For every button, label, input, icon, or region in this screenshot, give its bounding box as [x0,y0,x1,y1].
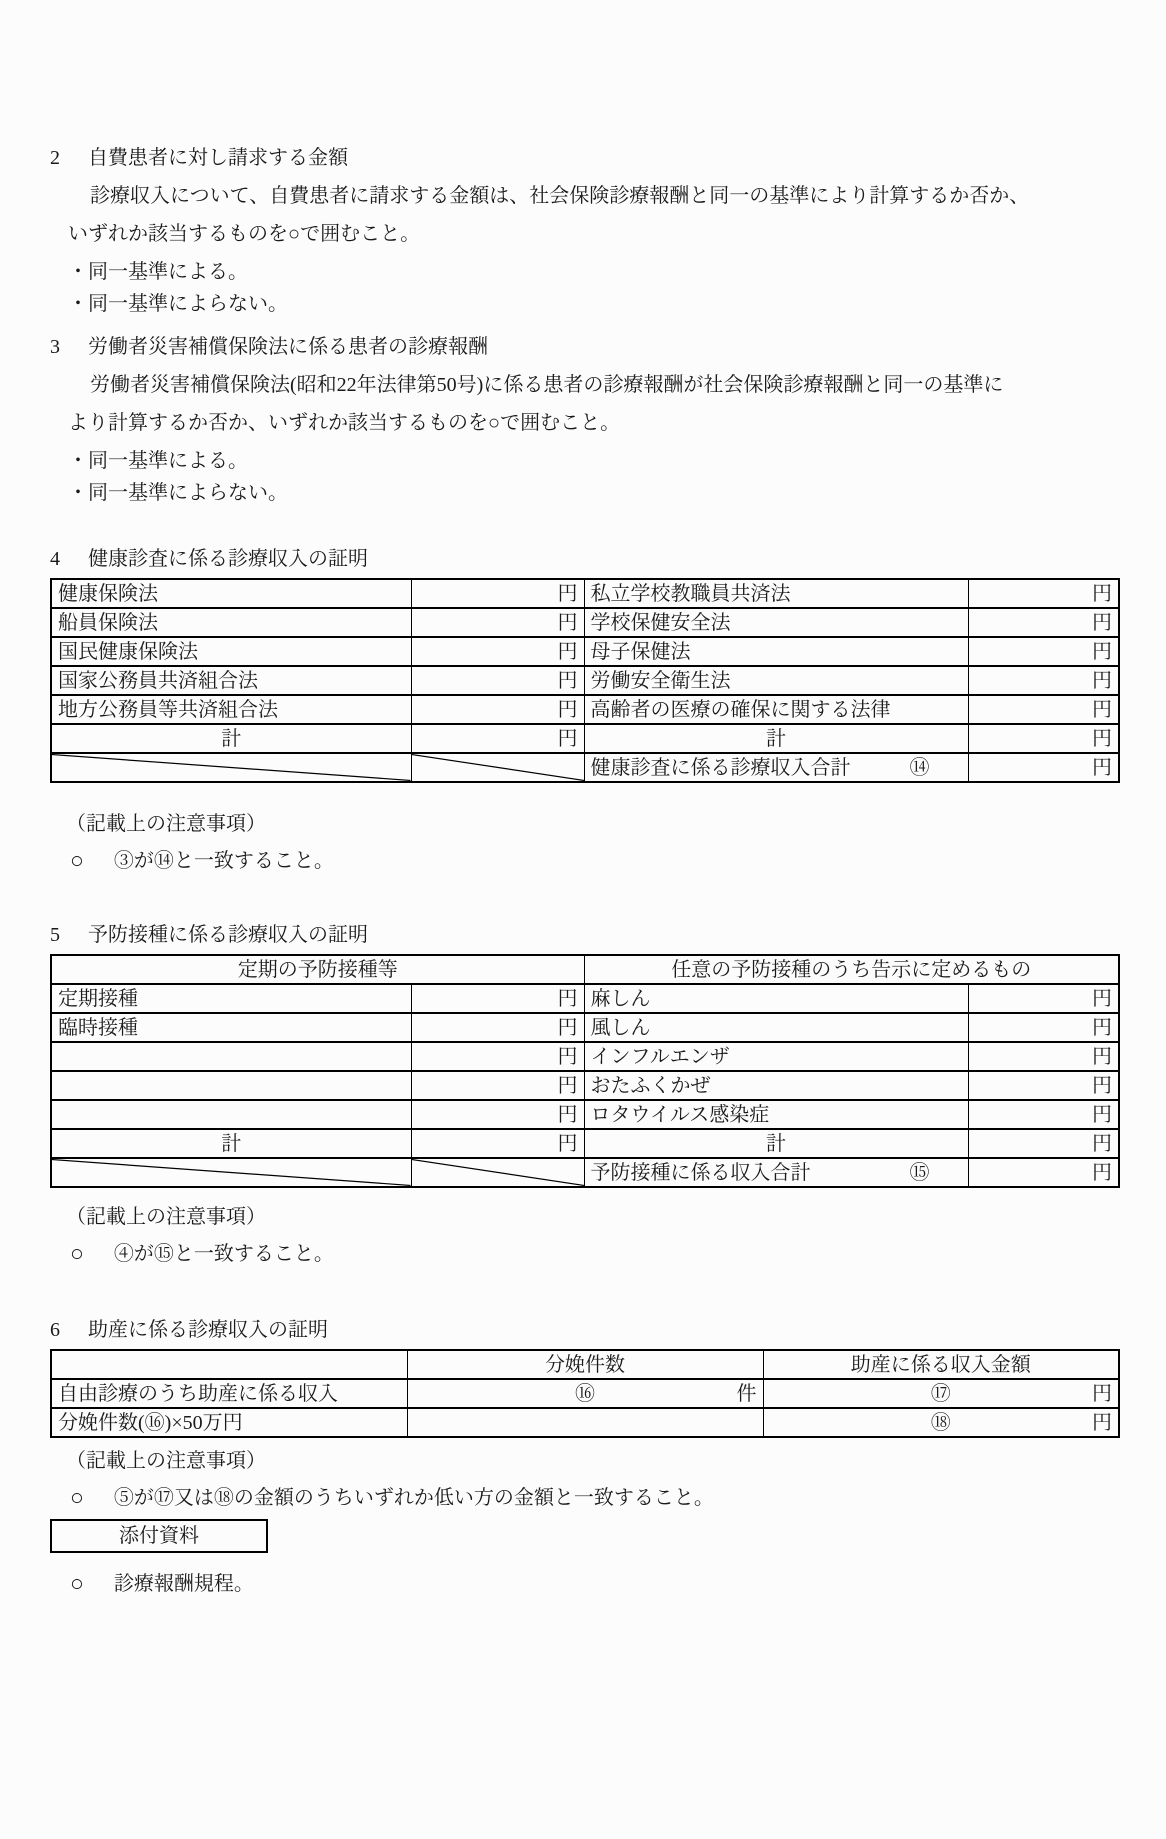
section-health-checkup-income [50,546,1121,874]
amount-input-cell: 円 [968,724,1119,753]
column-header-routine: 定期の予防接種等 [51,955,584,984]
amount-input-cell: 円 [968,1129,1119,1158]
note-heading: （記載上の注意事項） [66,1450,266,1472]
circled-18-mark: ⑱ [930,1411,951,1434]
amount-input-cell: 円 [968,1071,1119,1100]
delivery-count-cell [407,1379,763,1408]
table-row [51,1042,1119,1071]
health-checkup-income-table [50,578,1120,783]
amount-input-cell: 円 [411,608,584,637]
section-5-number: 5 [50,924,60,946]
law-name-cell: 国家公務員共済組合法 [51,666,411,695]
count-unit: 件 [736,1382,757,1405]
table-row [51,1071,1119,1100]
table-row [51,1013,1119,1042]
note-heading: （記載上の注意事項） [66,813,266,835]
section-2-option-not-same-standard: ・同一基準によらない。 [68,293,288,315]
section-self-pay-patients [50,145,1121,317]
amount-input-cell: 円 [411,1013,584,1042]
vaccine-name-cell: 麻しん [584,984,968,1013]
struck-out-cell [411,1158,584,1187]
table-row [51,637,1119,666]
section-3-heading [50,334,1121,360]
subtotal-label: 計 [584,1129,968,1158]
diagonal-strike-icon [412,754,584,781]
grand-total-label: 健康診査に係る診療収入合計 [590,756,851,779]
note-text: ④が⑮と一致すること。 [113,1243,334,1265]
amount-input-cell: 円 [968,1100,1119,1129]
section-midwifery-income [50,1317,1121,1511]
section-6-heading [50,1317,1121,1343]
section-2-paragraph-line-1: 診療収入について、自費患者に請求する金額は、社会保険診療報酬と同一の基準により計算するか否か、 [90,185,1030,207]
empty-header-cell [51,1350,407,1379]
section-6-number: 6 [50,1319,60,1341]
column-header-midwifery-amount: 助産に係る収入金額 [763,1350,1119,1379]
diagonal-strike-icon [52,1159,411,1186]
subtotal-row [51,724,1119,753]
circled-17-mark: ⑰ [930,1382,951,1405]
amount-input-cell: 円 [411,637,584,666]
section-3-number: 3 [50,336,60,358]
note-item [50,848,1121,874]
vaccine-name-cell: ロタウイルス感染症 [584,1100,968,1129]
vaccine-name-cell: インフルエンザ [584,1042,968,1071]
note-item [50,1241,1121,1267]
amount-cell [763,1408,1119,1437]
column-header-delivery-count: 分娩件数 [407,1350,763,1379]
law-name-cell: 学校保健安全法 [584,608,968,637]
grand-total-row [51,753,1119,782]
subtotal-label: 計 [584,724,968,753]
law-name-cell: 私立学校教職員共済法 [584,579,968,608]
section-4-title: 健康診査に係る診療収入の証明 [88,548,368,570]
law-name-cell: 船員保険法 [51,608,411,637]
circled-14-mark: ⑭ [909,756,930,779]
amount-input-cell: 円 [411,724,584,753]
amount-input-cell: 円 [968,579,1119,608]
amount-input-cell: 円 [968,1042,1119,1071]
section-2-option-same-standard: ・同一基準による。 [68,261,248,283]
table-row [51,579,1119,608]
vaccination-income-table [50,954,1120,1188]
note-text: ③が⑭と一致すること。 [113,850,334,872]
yen-unit: 円 [1092,1382,1112,1405]
grand-total-label-cell [584,753,968,782]
vaccine-name-cell: 臨時接種 [51,1013,411,1042]
law-name-cell: 高齢者の医療の確保に関する法律 [584,695,968,724]
diagonal-strike-icon [52,754,411,781]
amount-input-cell: 円 [411,695,584,724]
header-row [51,955,1119,984]
amount-input-cell: 円 [411,1129,584,1158]
section-3-title: 労働者災害補償保険法に係る患者の診療報酬 [88,336,488,358]
attachment-title: 添付資料 [119,1525,199,1547]
vaccine-name-cell: 定期接種 [51,984,411,1013]
circle-bullet-icon: ○ [70,1241,84,1266]
subtotal-row [51,1129,1119,1158]
table-row [51,1408,1119,1437]
law-name-cell: 労働安全衛生法 [584,666,968,695]
table-row [51,695,1119,724]
circled-15-mark: ⑮ [909,1161,930,1184]
column-header-voluntary: 任意の予防接種のうち告示に定めるもの [584,955,1119,984]
table-row [51,666,1119,695]
table-row [51,984,1119,1013]
yen-unit: 円 [1092,1411,1112,1434]
row-label-cell: 分娩件数(⑯)×50万円 [51,1408,407,1437]
midwifery-income-table [50,1349,1120,1438]
law-name-cell: 健康保険法 [51,579,411,608]
grand-total-row [51,1158,1119,1187]
vaccine-name-cell [51,1100,411,1129]
grand-total-label-cell [584,1158,968,1187]
amount-input-cell: 円 [968,608,1119,637]
section-2-number: 2 [50,147,60,169]
section-3-option-same-standard: ・同一基準による。 [68,450,248,472]
law-name-cell: 地方公務員等共済組合法 [51,695,411,724]
table-row [51,1100,1119,1129]
circle-bullet-icon: ○ [70,848,84,873]
vaccine-name-cell [51,1071,411,1100]
amount-input-cell: 円 [968,1158,1119,1187]
amount-input-cell: 円 [411,1042,584,1071]
law-name-cell: 国民健康保険法 [51,637,411,666]
section-2-paragraph-line-2: いずれか該当するものを○で囲むこと。 [68,223,421,245]
attachment-item [50,1571,1121,1597]
row-label-cell: 自由診療のうち助産に係る収入 [51,1379,407,1408]
section-5-title: 予防接種に係る診療収入の証明 [88,924,368,946]
section-6-title: 助産に係る診療収入の証明 [88,1319,328,1341]
vaccine-name-cell [51,1042,411,1071]
amount-input-cell: 円 [411,1071,584,1100]
amount-input-cell: 円 [968,753,1119,782]
note-heading: （記載上の注意事項） [66,1206,266,1228]
subtotal-label: 計 [51,724,411,753]
amount-cell [763,1379,1119,1408]
amount-input-cell: 円 [411,1100,584,1129]
circled-16-mark: ⑯ [575,1382,595,1405]
section-3-option-not-same-standard: ・同一基準によらない。 [68,482,288,504]
struck-out-cell [51,753,411,782]
grand-total-label: 予防接種に係る収入合計 [590,1161,811,1184]
circle-bullet-icon: ○ [70,1571,84,1596]
struck-out-cell [411,753,584,782]
law-name-cell: 母子保健法 [584,637,968,666]
section-workers-compensation [50,334,1121,506]
amount-input-cell: 円 [968,984,1119,1013]
table-row [51,1379,1119,1408]
subtotal-label: 計 [51,1129,411,1158]
amount-input-cell: 円 [411,579,584,608]
section-vaccination-income [50,922,1121,1267]
amount-input-cell: 円 [968,1013,1119,1042]
vaccine-name-cell: おたふくかぜ [584,1071,968,1100]
section-3-paragraph-line-2: より計算するか否か、いずれか該当するものを○で囲むこと。 [68,412,621,434]
table-row [51,608,1119,637]
diagonal-strike-icon [412,1159,584,1186]
section-2-heading [50,145,1121,171]
section-5-heading [50,922,1121,948]
note-text: ⑤が⑰又は⑱の金額のうちいずれか低い方の金額と一致すること。 [113,1487,714,1509]
note-item [50,1485,1121,1511]
amount-input-cell: 円 [968,637,1119,666]
section-4-heading [50,546,1121,572]
section-4-number: 4 [50,548,60,570]
vaccine-name-cell: 風しん [584,1013,968,1042]
struck-out-cell [51,1158,411,1187]
section-2-title: 自費患者に対し請求する金額 [88,147,348,169]
header-row [51,1350,1119,1379]
amount-input-cell: 円 [411,666,584,695]
amount-input-cell: 円 [968,666,1119,695]
document-page [0,145,1166,1839]
delivery-count-cell [407,1408,763,1437]
amount-input-cell: 円 [411,984,584,1013]
attachment-title-box [50,1519,268,1553]
amount-input-cell: 円 [968,695,1119,724]
attachment-text: 診療報酬規程。 [113,1573,254,1595]
circle-bullet-icon: ○ [70,1485,84,1510]
section-3-paragraph-line-1: 労働者災害補償保険法(昭和22年法律第50号)に係る患者の診療報酬が社会保険診療報酬と同一の基準に [90,374,1004,396]
